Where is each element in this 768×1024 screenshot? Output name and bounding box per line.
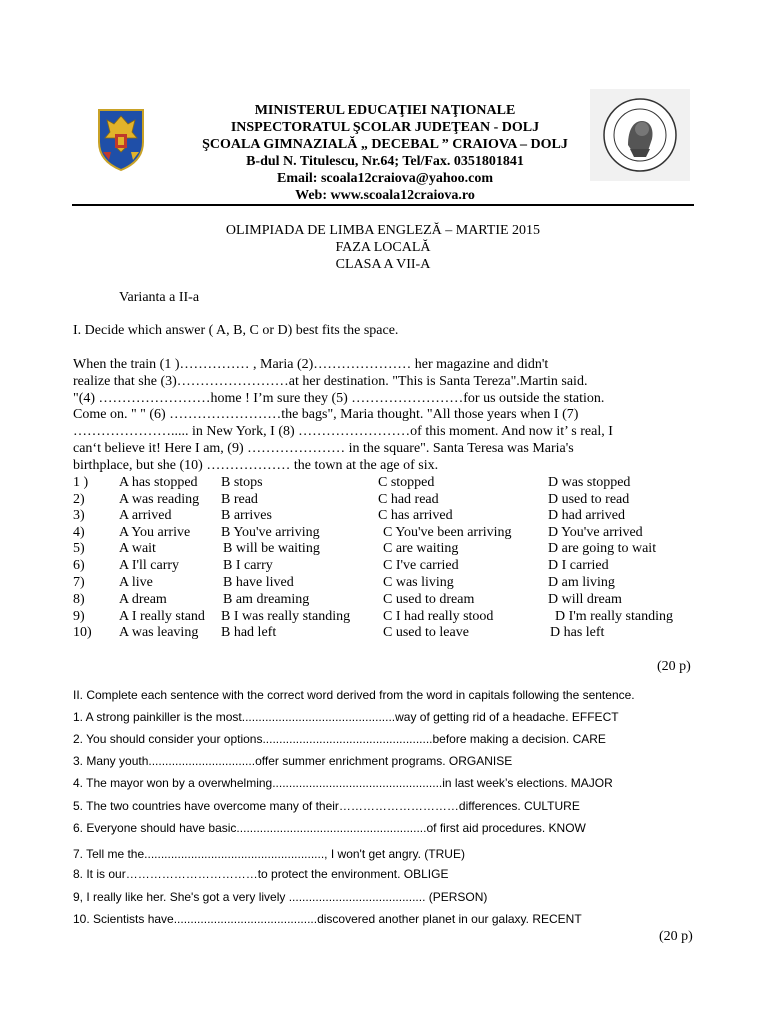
option-d: D has left [550, 625, 605, 640]
school-name: ŞCOALA GIMNAZIALĂ „ DECEBAL ” CRAIOVA – DOLJ [202, 137, 568, 152]
list-item: 1. A strong painkiller is the most..............................................way of getting rid of a headache. EFFECT [73, 710, 619, 724]
option-b: B am dreaming [223, 592, 310, 607]
option-c: C was living [383, 575, 454, 590]
ministry-name: MINISTERUL EDUCAŢIEI NAŢIONALE [254, 103, 516, 118]
option-c: C has arrived [378, 508, 453, 523]
option-number: 6) [73, 558, 85, 573]
list-item: 2. You should consider your options...................................................before making a decision. CARE [73, 732, 606, 746]
school-email: Email: scoala12craiova@yahoo.com [277, 171, 493, 186]
option-a: A has stopped [119, 475, 198, 490]
section1-instruction: I. Decide which answer ( A, B, C or D) best fits the space. [73, 323, 399, 338]
list-item: 4. The mayor won by a overwhelming...................................................in last week’s elections. MAJOR [73, 776, 613, 790]
passage-line: can‘t believe it! Here I am, (9) ………………… in the square". Santa Teresa was Maria's [73, 440, 574, 456]
passage-line: "(4) ……………………home ! I’m sure they (5) ……………………for us outside the station. [73, 390, 605, 406]
list-item: 8. It is our……………………………to protect the environment. OBLIGE [73, 867, 449, 881]
option-b: B read [221, 492, 258, 507]
option-a: A You arrive [119, 525, 191, 540]
option-c: C had read [378, 492, 439, 507]
document-title [72, 222, 694, 273]
option-d: D are going to wait [548, 541, 657, 556]
option-c: C I had really stood [383, 609, 494, 624]
school-address: B-dul N. Titulescu, Nr.64; Tel/Fax. 0351801841 [246, 154, 524, 169]
option-d: D I'm really standing [555, 609, 673, 624]
inspectorate-name: INSPECTORATUL ŞCOLAR JUDEŢEAN - DOLJ [230, 120, 540, 135]
option-c: C You've been arriving [383, 525, 512, 540]
option-c: C stopped [378, 475, 435, 490]
passage-line: birthplace, but she (10) ……………… the town at the age of six. [73, 457, 439, 473]
option-a: A I'll carry [119, 558, 180, 573]
option-c: C I've carried [383, 558, 459, 573]
olympiad-title: OLIMPIADA DE LIMBA ENGLEZĂ – MARTIE 2015 [225, 223, 541, 238]
option-a: A I really stand [119, 609, 205, 624]
passage-line: realize that she (3)……………………at her destination. "This is Santa Tereza".Martin said. [73, 373, 588, 389]
list-item: 6. Everyone should have basic.........................................................of first aid procedures. KNOW [73, 821, 586, 835]
option-d: D am living [548, 575, 615, 590]
option-a: A dream [119, 592, 167, 607]
option-number: 2) [73, 492, 85, 507]
school-website: Web: www.scoala12craiova.ro [295, 188, 475, 203]
option-a: A was reading [119, 492, 200, 507]
cloze-passage [73, 357, 693, 475]
option-a: A arrived [119, 508, 172, 523]
header-divider [72, 204, 694, 206]
option-number: 7) [73, 575, 85, 590]
option-number: 4) [73, 525, 85, 540]
list-item: 3. Many youth................................offer summer enrichment programs. ORGANISE [73, 754, 513, 768]
option-d: D You've arrived [548, 525, 643, 540]
option-b: B arrives [221, 508, 272, 523]
option-d: D had arrived [548, 508, 625, 523]
list-item: 7. Tell me the......................................................, I won't get angry. (TRUE) [73, 847, 465, 861]
option-b: B had left [221, 625, 277, 640]
option-a: A live [119, 575, 153, 590]
coat-of-arms-logo [95, 108, 147, 172]
option-b: B will be waiting [223, 541, 320, 556]
passage-line: Come on. " " (6) ……………………the bags", Maria thought. "All those years when I (7) [73, 407, 579, 423]
phase-title: FAZA LOCALĂ [335, 240, 431, 255]
option-d: D was stopped [548, 475, 631, 490]
option-number: 5) [73, 541, 85, 556]
option-c: C used to leave [383, 625, 469, 640]
option-c: C are waiting [383, 541, 459, 556]
institution-header [180, 102, 590, 204]
variant-label: Varianta a II-a [119, 290, 200, 305]
option-number: 10) [73, 625, 92, 640]
option-number: 9) [73, 609, 85, 624]
option-c: C used to dream [383, 592, 475, 607]
list-item: 10. Scientists have...........................................discovered another planet in our galaxy. RECENT [73, 912, 582, 926]
class-title: CLASA A VII-A [335, 257, 431, 272]
option-a: A wait [119, 541, 156, 556]
option-b: B have lived [223, 575, 294, 590]
school-seal-logo [590, 89, 690, 181]
option-a: A was leaving [119, 625, 199, 640]
list-item: 9, I really like her. She's got a very lively ......................................... (PERSON) [73, 890, 488, 904]
option-number: 8) [73, 592, 85, 607]
passage-line: …………………..... in New York, I (8) ……………………of this moment. And now it’ s real, I [73, 424, 613, 440]
passage-line: When the train (1 )…………… , Maria (2)………………… her magazine and didn't [73, 357, 549, 372]
option-number: 3) [73, 508, 85, 523]
option-b: B I was really standing [221, 609, 351, 624]
option-d: D used to read [548, 492, 630, 507]
option-number: 1 ) [73, 475, 89, 490]
list-item: 5. The two countries have overcome many of their…………………………differences. CULTURE [73, 799, 580, 813]
option-d: D I carried [548, 558, 609, 573]
option-b: B I carry [223, 558, 273, 573]
section1-points: (20 p) [657, 659, 691, 674]
section2-points: (20 p) [659, 929, 693, 944]
option-b: B You've arriving [221, 525, 320, 540]
option-d: D will dream [548, 592, 622, 607]
section2-instruction: II. Complete each sentence with the correct word derived from the word in capitals following the sentence. [73, 688, 635, 702]
option-b: B stops [221, 475, 263, 490]
